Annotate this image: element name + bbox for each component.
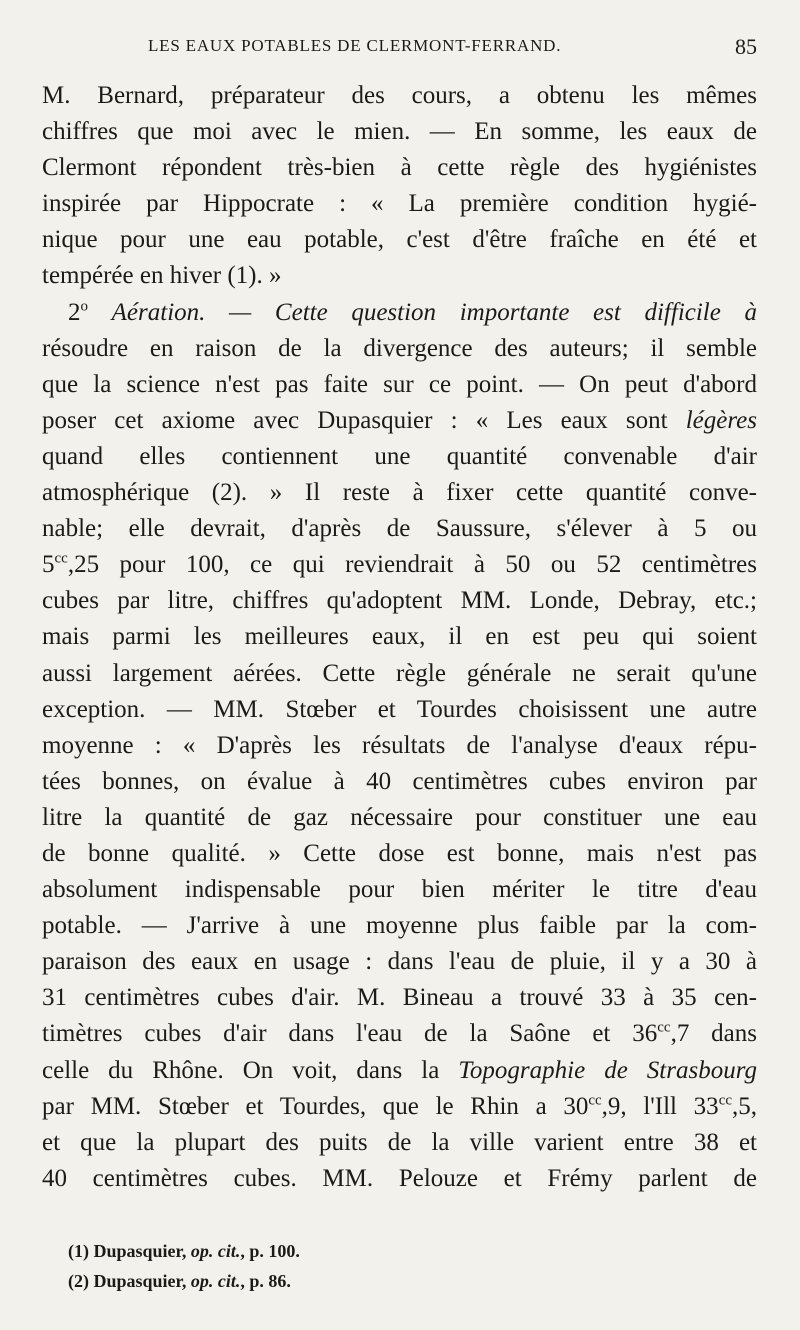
text-fragment: 5 [42, 551, 55, 579]
body-text [42, 78, 757, 1197]
text-fragment: par MM. Stœber et Tourdes, que le Rhin a 30 [42, 1092, 589, 1120]
text-line: nable; elle devrait, d'après de Saussure, s'élever à 5 ou [42, 515, 757, 543]
footnote-ref: op. cit. [190, 1241, 241, 1261]
emphasis-topographie: Topographie de Strasbourg [458, 1056, 758, 1084]
text-line: inspirée par Hippocrate : « La première condition hygié- [42, 190, 757, 218]
text-fragment: timètres cubes d'air dans l'eau de la Saône et 36 [42, 1020, 658, 1048]
text-line: atmosphérique (2). » Il reste à fixer cette quantité conve- [42, 479, 757, 507]
page-header [42, 36, 757, 60]
text-fragment: poser cet axiome avec Dupasquier : « Les eaux sont [42, 406, 668, 434]
text-line: potable. — J'arrive à une moyenne plus faible par la com- [42, 912, 757, 940]
superscript-cc: cc [54, 550, 68, 567]
text-line: nique pour une eau potable, c'est d'être fraîche en été et [42, 226, 757, 254]
text-line: absolument indispensable pour bien mériter le titre d'eau [42, 876, 757, 904]
text-line [42, 1053, 757, 1089]
footnote-marker: (1) [68, 1241, 89, 1261]
text-line: et que la plupart des puits de la ville varient entre 38 et [42, 1128, 757, 1156]
footnote-author: Dupasquier, [93, 1271, 187, 1291]
footnote-ref: op. cit. [190, 1271, 241, 1291]
text-line [42, 1089, 757, 1125]
text-line: tempérée en hiver (1). » [42, 262, 282, 290]
page-number: 85 [735, 34, 757, 59]
superscript-cc: cc [718, 1092, 733, 1109]
text-line: 40 centimètres cubes. MM. Pelouze et Frémy parlent de [42, 1164, 757, 1192]
footnote-author: Dupasquier, [93, 1241, 187, 1261]
text-line: cubes par litre, chiffres qu'adoptent MM. Londe, Debray, etc.; [42, 587, 757, 615]
footnote-page: , p. 86. [240, 1271, 291, 1291]
text-fragment: ,7 dans [670, 1020, 757, 1048]
text-fragment: ,5, [732, 1092, 758, 1120]
footnote [68, 1266, 568, 1296]
text-line: de bonne qualité. » Cette dose est bonne, mais n'est pas [42, 839, 757, 867]
text-line: quand elles contiennent une quantité convenable d'air [42, 442, 757, 470]
footnote-marker: (2) [68, 1271, 89, 1291]
text-fragment: celle du Rhône. On voit, dans la [42, 1056, 440, 1084]
text-line [42, 295, 757, 331]
text-fragment: ,9, l'Ill 33 [601, 1092, 719, 1120]
text-line: mais parmi les meilleures eaux, il en est peu qui soient [42, 623, 757, 651]
running-title: LES EAUX POTABLES DE CLERMONT-FERRAND. [148, 36, 562, 55]
text-line: aussi largement aérées. Cette règle générale ne serait qu'une [42, 659, 757, 687]
footnotes [68, 1236, 568, 1296]
text-line: résoudre en raison de la divergence des auteurs; il semble [42, 334, 757, 362]
emphasis-legeres: légères [685, 406, 757, 434]
text-line [42, 547, 757, 583]
text-line [42, 1016, 757, 1052]
text-line: M. Bernard, préparateur des cours, a obtenu les mêmes [42, 82, 757, 109]
text-line: 31 centimètres cubes d'air. M. Bineau a trouvé 33 à 35 cen- [42, 984, 757, 1012]
text-line: Clermont répondent très-bien à cette règle des hygiénistes [42, 154, 757, 182]
superscript-cc: cc [657, 1020, 671, 1037]
footnote [68, 1236, 568, 1266]
section-number: 2 [68, 298, 81, 326]
text-line: moyenne : « D'après les résultats de l'analyse d'eaux répu- [42, 731, 757, 759]
ordinal-suffix: o [80, 298, 88, 315]
superscript-cc: cc [588, 1092, 602, 1109]
text-fragment: ,25 pour 100, ce qui reviendrait à 50 ou 52 centimètres [67, 551, 757, 579]
footnote-page: , p. 100. [240, 1241, 300, 1261]
text-line: litre la quantité de gaz nécessaire pour constituer une eau [42, 803, 757, 831]
section-heading: Aération. — Cette question importante est difficile à [111, 298, 757, 326]
text-line [42, 403, 757, 439]
text-line: paraison des eaux en usage : dans l'eau de pluie, il y a 30 à [42, 948, 757, 976]
text-line: chiffres que moi avec le mien. — En somme, les eaux de [42, 118, 757, 146]
text-line: que la science n'est pas faite sur ce point. — On peut d'abord [42, 370, 757, 398]
text-line: tées bonnes, on évalue à 40 centimètres cubes environ par [42, 767, 757, 795]
text-line: exception. — MM. Stœber et Tourdes choisissent une autre [42, 695, 757, 723]
